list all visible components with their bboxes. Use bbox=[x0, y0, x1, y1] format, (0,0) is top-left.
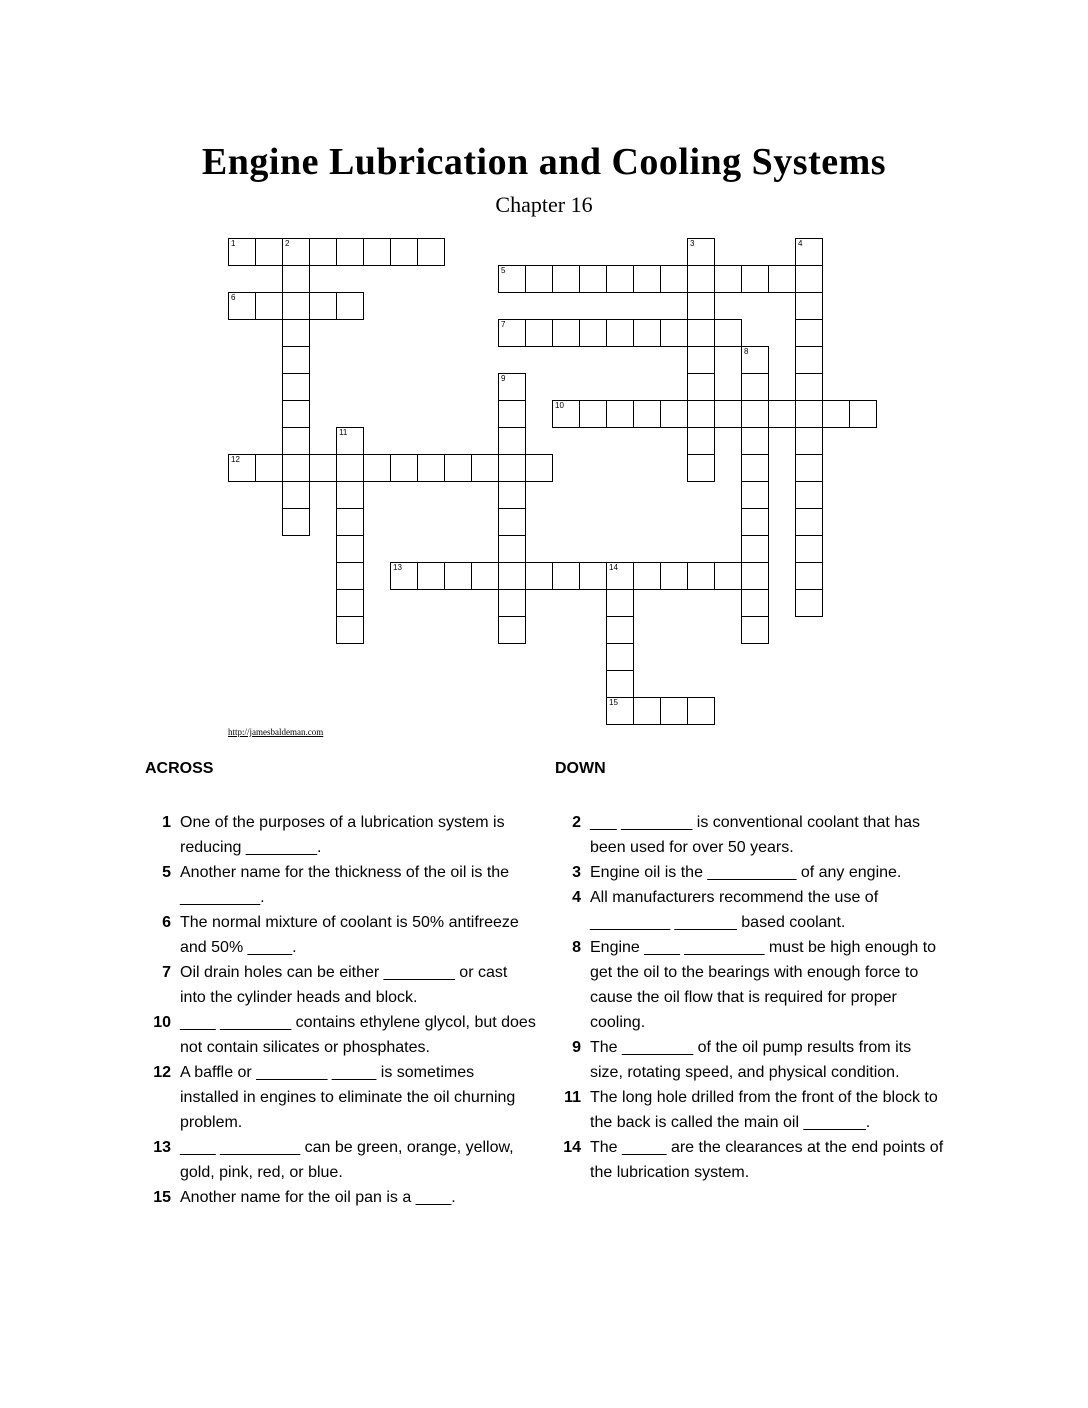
grid-cell bbox=[795, 562, 823, 590]
grid-cell bbox=[795, 481, 823, 509]
clue-item bbox=[555, 1085, 947, 1135]
grid-cell bbox=[633, 400, 661, 428]
grid-cell bbox=[471, 562, 499, 590]
grid-cell-number: 2 bbox=[285, 239, 290, 248]
grid-cell-number: 14 bbox=[609, 563, 618, 572]
grid-cell-number: 13 bbox=[393, 563, 402, 572]
clue-number: 15 bbox=[153, 1189, 171, 1206]
grid-cell bbox=[687, 454, 715, 482]
clue-number: 4 bbox=[572, 889, 581, 906]
grid-cell bbox=[660, 265, 688, 293]
clue-text: A baffle or ________ _____ is sometimes installed in engines to eliminate the oil churning problem. bbox=[180, 1064, 516, 1131]
clue-number: 3 bbox=[572, 864, 581, 881]
grid-cell bbox=[660, 400, 688, 428]
grid-cell bbox=[606, 643, 634, 671]
grid-cell bbox=[282, 373, 310, 401]
grid-cell bbox=[498, 454, 526, 482]
grid-cell bbox=[282, 346, 310, 374]
crossword-grid bbox=[228, 238, 876, 724]
grid-cell bbox=[741, 535, 769, 563]
grid-cell bbox=[390, 454, 418, 482]
grid-cell bbox=[498, 535, 526, 563]
grid-cell bbox=[228, 238, 256, 266]
grid-cell bbox=[660, 562, 688, 590]
clue-number: 1 bbox=[162, 814, 171, 831]
grid-cell bbox=[795, 265, 823, 293]
grid-cell bbox=[687, 292, 715, 320]
grid-cell bbox=[444, 454, 472, 482]
grid-cell bbox=[255, 238, 283, 266]
grid-cell bbox=[363, 454, 391, 482]
grid-cell bbox=[741, 481, 769, 509]
grid-cell bbox=[741, 454, 769, 482]
grid-cell bbox=[255, 454, 283, 482]
clue-text: ___ ________ is conventional coolant that has been used for over 50 years. bbox=[590, 814, 921, 856]
grid-cell bbox=[633, 697, 661, 725]
grid-cell bbox=[795, 292, 823, 320]
grid-cell bbox=[282, 427, 310, 455]
grid-cell bbox=[525, 562, 553, 590]
grid-cell bbox=[282, 238, 310, 266]
grid-cell bbox=[363, 238, 391, 266]
grid-cell bbox=[417, 562, 445, 590]
grid-cell bbox=[768, 265, 796, 293]
grid-cell bbox=[741, 427, 769, 455]
grid-cell bbox=[336, 292, 364, 320]
grid-cell bbox=[795, 535, 823, 563]
grid-cell bbox=[444, 562, 472, 590]
grid-cell bbox=[687, 400, 715, 428]
clue-item bbox=[555, 935, 947, 1035]
grid-cell bbox=[417, 454, 445, 482]
clue-item bbox=[145, 1060, 537, 1135]
grid-cell bbox=[660, 319, 688, 347]
grid-cell bbox=[336, 238, 364, 266]
grid-cell bbox=[498, 616, 526, 644]
grid-cell-number: 8 bbox=[744, 347, 749, 356]
grid-cell bbox=[687, 697, 715, 725]
grid-cell bbox=[336, 481, 364, 509]
grid-cell bbox=[822, 400, 850, 428]
grid-cell bbox=[606, 589, 634, 617]
grid-cell-number: 1 bbox=[231, 239, 236, 248]
grid-cell bbox=[768, 400, 796, 428]
grid-cell bbox=[579, 265, 607, 293]
clue-text: The normal mixture of coolant is 50% antifreeze and 50% _____. bbox=[180, 914, 519, 956]
grid-cell bbox=[687, 562, 715, 590]
clue-item bbox=[145, 1010, 537, 1060]
grid-cell-number: 11 bbox=[339, 428, 348, 437]
grid-cell bbox=[471, 454, 499, 482]
grid-cell bbox=[741, 373, 769, 401]
clue-item bbox=[555, 885, 947, 935]
grid-cell-number: 7 bbox=[501, 320, 506, 329]
clue-number: 9 bbox=[572, 1039, 581, 1056]
grid-cell bbox=[498, 589, 526, 617]
clue-item bbox=[145, 910, 537, 960]
grid-cell bbox=[714, 562, 742, 590]
grid-cell bbox=[714, 400, 742, 428]
clue-text: Another name for the thickness of the oil is the _________. bbox=[180, 864, 510, 906]
grid-cell bbox=[579, 400, 607, 428]
clue-text: Oil drain holes can be either ________ or cast into the cylinder heads and block. bbox=[180, 964, 508, 1006]
clue-item bbox=[145, 860, 537, 910]
grid-cell bbox=[606, 697, 634, 725]
grid-cell bbox=[687, 346, 715, 374]
grid-cell bbox=[498, 400, 526, 428]
page-subtitle: Chapter 16 bbox=[495, 192, 593, 217]
grid-cell bbox=[795, 508, 823, 536]
grid-cell bbox=[552, 562, 580, 590]
grid-cell bbox=[390, 238, 418, 266]
grid-cell bbox=[795, 589, 823, 617]
grid-cell-number: 4 bbox=[798, 239, 803, 248]
grid-cell bbox=[282, 400, 310, 428]
clue-text: The long hole drilled from the front of the block to the back is called the main oil _______. bbox=[590, 1089, 938, 1131]
clue-number: 12 bbox=[153, 1064, 171, 1081]
grid-cell bbox=[336, 562, 364, 590]
grid-cell bbox=[498, 481, 526, 509]
clue-item bbox=[145, 1185, 537, 1210]
grid-cell bbox=[552, 265, 580, 293]
clue-number: 7 bbox=[162, 964, 171, 981]
grid-cell bbox=[498, 373, 526, 401]
down-clues-section bbox=[555, 756, 947, 1185]
grid-cell-number: 10 bbox=[555, 401, 564, 410]
grid-cell bbox=[795, 400, 823, 428]
clue-item bbox=[555, 810, 947, 860]
grid-cell bbox=[336, 454, 364, 482]
grid-cell bbox=[390, 562, 418, 590]
grid-cell bbox=[741, 562, 769, 590]
grid-cell bbox=[498, 319, 526, 347]
grid-cell bbox=[498, 265, 526, 293]
grid-cell bbox=[741, 616, 769, 644]
grid-cell bbox=[687, 373, 715, 401]
clue-number: 13 bbox=[153, 1139, 171, 1156]
grid-cell bbox=[741, 346, 769, 374]
grid-cell bbox=[552, 319, 580, 347]
clue-text: All manufacturers recommend the use of _________ _______ based coolant. bbox=[590, 889, 879, 931]
grid-cell bbox=[741, 589, 769, 617]
source-url-link[interactable]: http://jamesbaldeman.com bbox=[228, 727, 324, 737]
grid-cell-number: 15 bbox=[609, 698, 618, 707]
grid-cell bbox=[579, 562, 607, 590]
grid-cell bbox=[795, 319, 823, 347]
clue-text: The _____ are the clearances at the end points of the lubrication system. bbox=[590, 1139, 944, 1181]
grid-cell bbox=[741, 400, 769, 428]
grid-cell bbox=[282, 481, 310, 509]
grid-cell bbox=[714, 265, 742, 293]
across-clues-section bbox=[145, 756, 537, 1210]
grid-cell bbox=[795, 346, 823, 374]
grid-cell bbox=[633, 562, 661, 590]
grid-cell bbox=[660, 697, 688, 725]
clue-number: 10 bbox=[153, 1014, 171, 1031]
grid-cell bbox=[282, 508, 310, 536]
grid-cell bbox=[552, 400, 580, 428]
grid-cell bbox=[525, 319, 553, 347]
grid-cell bbox=[336, 508, 364, 536]
grid-cell bbox=[336, 427, 364, 455]
grid-cell bbox=[633, 319, 661, 347]
grid-cell bbox=[687, 238, 715, 266]
down-header: DOWN bbox=[555, 760, 606, 777]
clue-item bbox=[145, 810, 537, 860]
grid-cell bbox=[228, 292, 256, 320]
grid-cell-number: 5 bbox=[501, 266, 506, 275]
grid-cell bbox=[606, 670, 634, 698]
grid-cell bbox=[309, 292, 337, 320]
grid-cell-number: 6 bbox=[231, 293, 236, 302]
grid-cell bbox=[795, 427, 823, 455]
grid-cell bbox=[606, 400, 634, 428]
across-header: ACROSS bbox=[145, 760, 214, 777]
grid-cell bbox=[606, 562, 634, 590]
clue-text: The ________ of the oil pump results from its size, rotating speed, and physical condition. bbox=[590, 1039, 912, 1081]
grid-cell bbox=[579, 319, 607, 347]
clue-number: 5 bbox=[162, 864, 171, 881]
grid-cell bbox=[336, 616, 364, 644]
clue-text: Another name for the oil pan is a ____. bbox=[180, 1189, 456, 1206]
clue-item bbox=[555, 1135, 947, 1185]
clue-text: Engine ____ _________ must be high enough to get the oil to the bearings with enough force to cause the oil flow that is required for proper cooling. bbox=[590, 939, 937, 1031]
grid-cell bbox=[498, 562, 526, 590]
clue-number: 2 bbox=[572, 814, 581, 831]
clue-text: One of the purposes of a lubrication system is reducing ________. bbox=[180, 814, 505, 856]
grid-cell bbox=[282, 292, 310, 320]
grid-cell-number: 9 bbox=[501, 374, 506, 383]
grid-cell-number: 3 bbox=[690, 239, 695, 248]
grid-cell bbox=[525, 454, 553, 482]
page-title: Engine Lubrication and Cooling Systems bbox=[201, 141, 887, 183]
grid-cell bbox=[741, 265, 769, 293]
grid-cell bbox=[255, 292, 283, 320]
down-clue-list bbox=[555, 810, 947, 1185]
grid-cell bbox=[606, 319, 634, 347]
grid-cell bbox=[795, 238, 823, 266]
grid-cell bbox=[282, 319, 310, 347]
clue-number: 11 bbox=[564, 1089, 581, 1106]
grid-cell bbox=[633, 265, 661, 293]
grid-cell-number: 12 bbox=[231, 455, 240, 464]
across-clue-list bbox=[145, 810, 537, 1210]
grid-cell bbox=[336, 589, 364, 617]
grid-cell bbox=[336, 535, 364, 563]
grid-cell bbox=[849, 400, 877, 428]
grid-cell bbox=[687, 319, 715, 347]
grid-cell bbox=[795, 454, 823, 482]
grid-cell bbox=[714, 319, 742, 347]
grid-cell bbox=[282, 265, 310, 293]
clue-item bbox=[555, 1035, 947, 1085]
grid-cell bbox=[309, 238, 337, 266]
clue-item bbox=[145, 1135, 537, 1185]
grid-cell bbox=[606, 616, 634, 644]
grid-cell bbox=[741, 508, 769, 536]
grid-cell bbox=[282, 454, 310, 482]
grid-cell bbox=[228, 454, 256, 482]
clue-number: 8 bbox=[572, 939, 581, 956]
clue-item bbox=[555, 860, 947, 885]
grid-cell bbox=[795, 373, 823, 401]
clue-number: 6 bbox=[162, 914, 171, 931]
clue-text: ____ _________ can be green, orange, yellow, gold, pink, red, or blue. bbox=[180, 1139, 514, 1181]
clue-number: 14 bbox=[563, 1139, 581, 1156]
grid-cell bbox=[498, 508, 526, 536]
grid-cell bbox=[525, 265, 553, 293]
grid-cell bbox=[417, 238, 445, 266]
clue-text: Engine oil is the __________ of any engine. bbox=[590, 864, 902, 881]
grid-cell bbox=[498, 427, 526, 455]
clue-item bbox=[145, 960, 537, 1010]
grid-cell bbox=[309, 454, 337, 482]
grid-cell bbox=[687, 427, 715, 455]
grid-cell bbox=[687, 265, 715, 293]
clue-text: ____ ________ contains ethylene glycol, but does not contain silicates or phosphates. bbox=[180, 1014, 536, 1056]
grid-cell bbox=[606, 265, 634, 293]
